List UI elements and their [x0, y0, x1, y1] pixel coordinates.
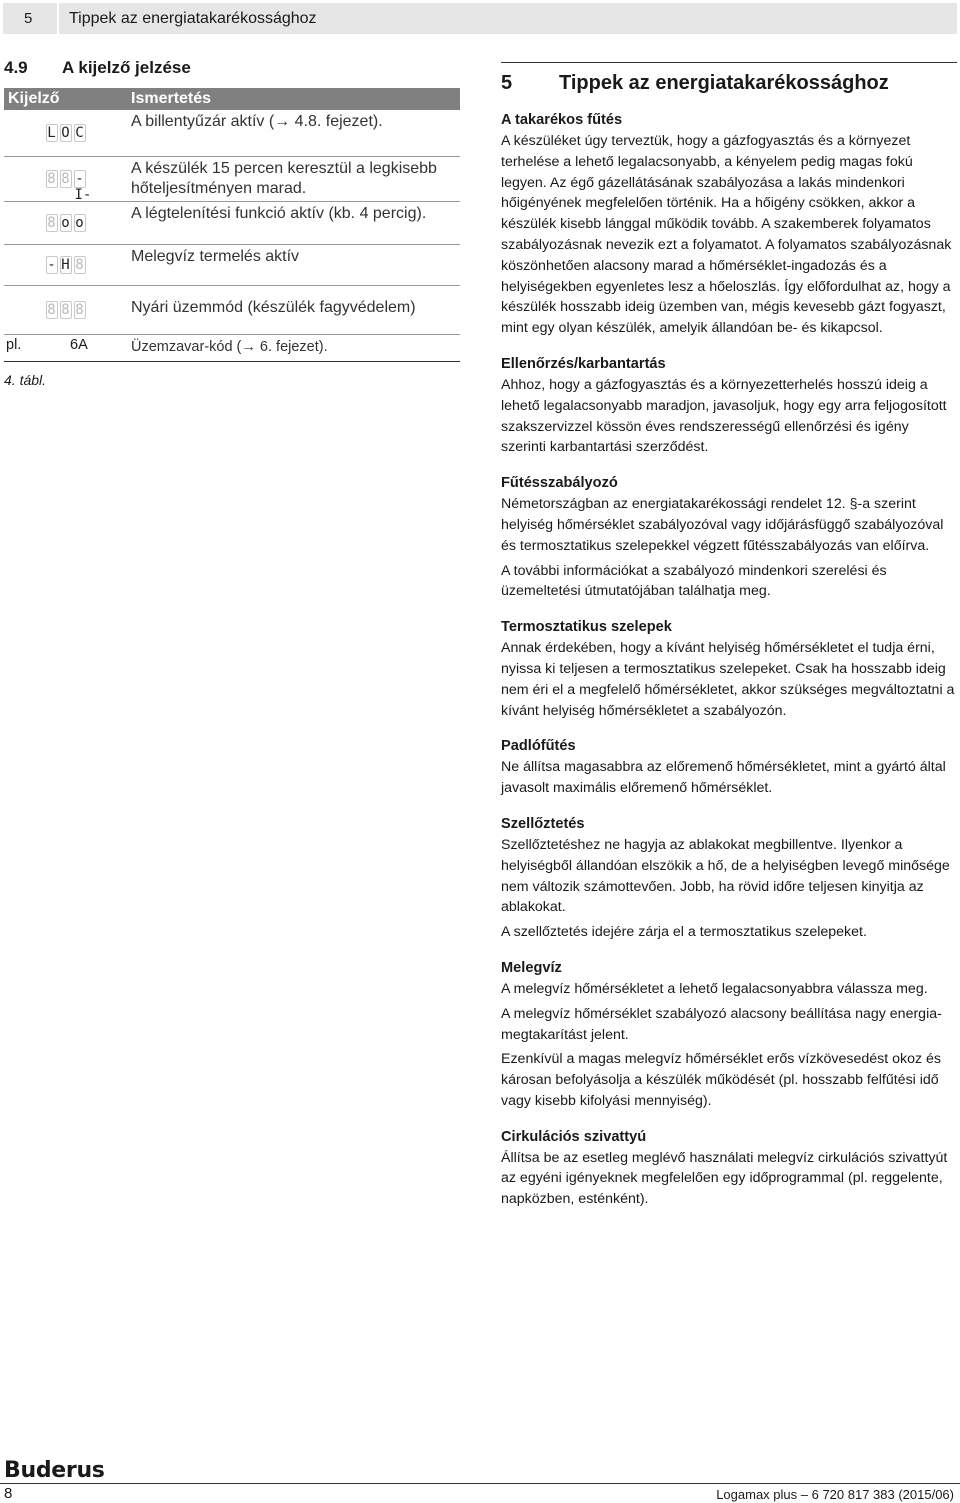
fault-prefix: pl. — [6, 337, 22, 353]
row-description: A billentyűzár aktív (→ 4.8. fejezet). — [131, 113, 383, 130]
tips-content — [501, 109, 957, 1214]
title-number: 5 — [501, 72, 513, 94]
tip-paragraph: Annak érdekében, hogy a kívánt helyiség hőmérsékletet el tudja érni, nyissa ki teljesen a termosztatikus szelepeket. Csak ha hosszabb ideig nem éri el a megfelelő hőmérsékletet, akkor szükséges megváltoztatni a kívánt helyiség hőmérsékletet a szabályozón. — [501, 640, 955, 719]
chapter-title: Tippek az energiatakarékossághoz — [59, 3, 957, 34]
tip-section — [501, 1126, 957, 1210]
tip-paragraph: Szellőztetéshez ne hagyja az ablakokat megbillentve. Ilyenkor a helyiségből állandóan elszökik a hő, de a helyiségben levegő minősége nem változik számottevően. Jobb, ha rövid időre teljesen kinyitja az ablakokat. — [501, 836, 950, 916]
fault-code: 6A — [70, 337, 88, 353]
tip-section — [501, 735, 957, 799]
summer-mode-display-icon: 8 8 8 — [47, 302, 84, 318]
section-number: 4.9 — [4, 58, 28, 77]
row-description: A légtelenítési funkció aktív (kb. 4 percig). — [131, 205, 427, 222]
tip-paragraph: Németországban az energiatakarékossági rendelet 12. §-a szerint helyiség hőmérséklet szabályozóval vagy időjárásfüggő szabályozóval és termosztatikus szelepekkel végzett fűtésszabályozás van előírva. — [501, 496, 944, 554]
table-header-description: Ismertetés — [131, 90, 212, 107]
page-number: 8 — [4, 1485, 13, 1502]
tip-paragraph: A készüléket úgy terveztük, hogy a gázfogyasztás és a környezet terhelése a lehető legalacsonyabb, a kényelem pedig magas fokú legyen. Az égő gázellátásának szabályozása a lakás mindenkori hőigényének megfelelően történik. Ha a hőigény csökken, akkor a készülék kisebb lánggal működik tovább. A szakemberek folyamatos szabályozásnak nevezik ezt a folyamatot. A folyamatos szabályozásnak köszönhetően alacsony marad a hőmérséklet-ingadozás és a helyiségekben egyenletes lesz a hőeloszlás. Így előfordulhat az, hogy a készülék hosszabb ideig üzemben van, mégis kevesebb gázt fogyaszt, mint egy olyan készülék, amelyik állandóan be- és kikapcsol. — [501, 133, 952, 337]
tip-heading: Szellőztetés — [501, 815, 585, 832]
table-row — [4, 202, 460, 245]
tip-paragraph: Ahhoz, hogy a gázfogyasztás és a környezetterhelés hosszú ideig a lehető legalacsonyabb maradjon, javasoljuk, hogy egy arra feljogosított szakszervizzel kössön éves rendszerességű ellenőrzési és igény szerinti karbantartási szerződést. — [501, 376, 947, 456]
tip-paragraph: A további információkat a szabályozó mindenkori szerelési és üzemeltetési útmutatójában találhatja meg. — [501, 562, 887, 600]
tip-paragraph: Állítsa be az esetleg meglévő használati melegvíz cirkulációs szivattyút az egyéni igényeknek megfelelően egy időprogrammal (pl. reggelente, napközben, esténként). — [501, 1149, 948, 1208]
chapter-number: 5 — [3, 3, 57, 34]
tip-paragraph: A szellőztetés idejére zárja el a termosztatikus szelepeket. — [501, 924, 867, 941]
display-section — [4, 58, 460, 388]
chapter-header — [0, 0, 960, 36]
row-description: Nyári üzemmód (készülék fagyvédelem) — [131, 299, 416, 316]
tip-heading: Fűtésszabályozó — [501, 475, 618, 492]
table-row — [4, 286, 460, 335]
tip-heading: A takarékos fűtés — [501, 112, 623, 128]
tip-heading: Cirkulációs szivattyú — [501, 1128, 647, 1145]
table-row — [4, 245, 460, 286]
row-description: A készülék 15 percen keresztül a legkisebb hőteljesítményen marad. — [131, 160, 437, 197]
tip-paragraph: Ne állítsa magasabbra az előremenő hőmérsékletet, mint a gyártó által javasolt maximális előremenő hőmérséklet. — [501, 759, 946, 797]
tip-heading: Ellenőrzés/karbantartás — [501, 355, 666, 372]
lock-display-icon: L O C — [47, 125, 84, 141]
table-caption: 4. tábl. — [4, 372, 47, 388]
row-description: Üzemzavar-kód (→ 6. fejezet). — [131, 339, 328, 355]
tip-heading: Termosztatikus szelepek — [501, 619, 672, 636]
footer-divider — [0, 1483, 960, 1484]
row-description: Melegvíz termelés aktív — [131, 248, 300, 265]
tip-section — [501, 813, 957, 943]
tip-heading: Melegvíz — [501, 959, 562, 976]
hot-water-display-icon: - H 8 — [47, 257, 84, 273]
tip-section — [501, 472, 957, 602]
tip-paragraph: A melegvíz hőmérsékletet a lehető legalacsonyabbra válassza meg. — [501, 980, 928, 997]
divider — [501, 62, 957, 63]
tip-section — [501, 353, 957, 458]
tip-section — [501, 957, 957, 1112]
table-header-display: Kijelző — [8, 90, 60, 107]
tip-section — [501, 109, 957, 339]
section-title: A kijelző jelzése — [62, 58, 191, 77]
tip-section — [501, 616, 957, 721]
table-row — [4, 335, 460, 362]
document-reference: Logamax plus – 6 720 817 383 (2015/06) — [716, 1487, 954, 1502]
venting-display-icon: 8 o o — [47, 215, 84, 231]
brand-logo: Buderus — [4, 1458, 105, 1483]
table-row — [4, 110, 460, 157]
page-title — [501, 72, 889, 95]
tip-paragraph: Ezenkívül a magas melegvíz hőmérséklet erős vízkövesedést okoz és károsan befolyásolja a készülék működését (pl. hosszabb felfűtési idő vagy kisebb kifolyási mennyiség). — [501, 1051, 942, 1109]
table-header — [4, 88, 460, 110]
display-table — [4, 88, 460, 355]
tip-paragraph: A melegvíz hőmérséklet szabályozó alacsony beállítása nagy energia-megtakarítást jelent. — [501, 1005, 942, 1043]
table-row — [4, 157, 460, 202]
min-power-display-icon: 8 8 -I- — [47, 171, 92, 203]
tip-heading: Padlófűtés — [501, 738, 576, 755]
section-heading — [4, 58, 460, 80]
title-text: Tippek az energiatakarékossághoz — [559, 72, 889, 94]
